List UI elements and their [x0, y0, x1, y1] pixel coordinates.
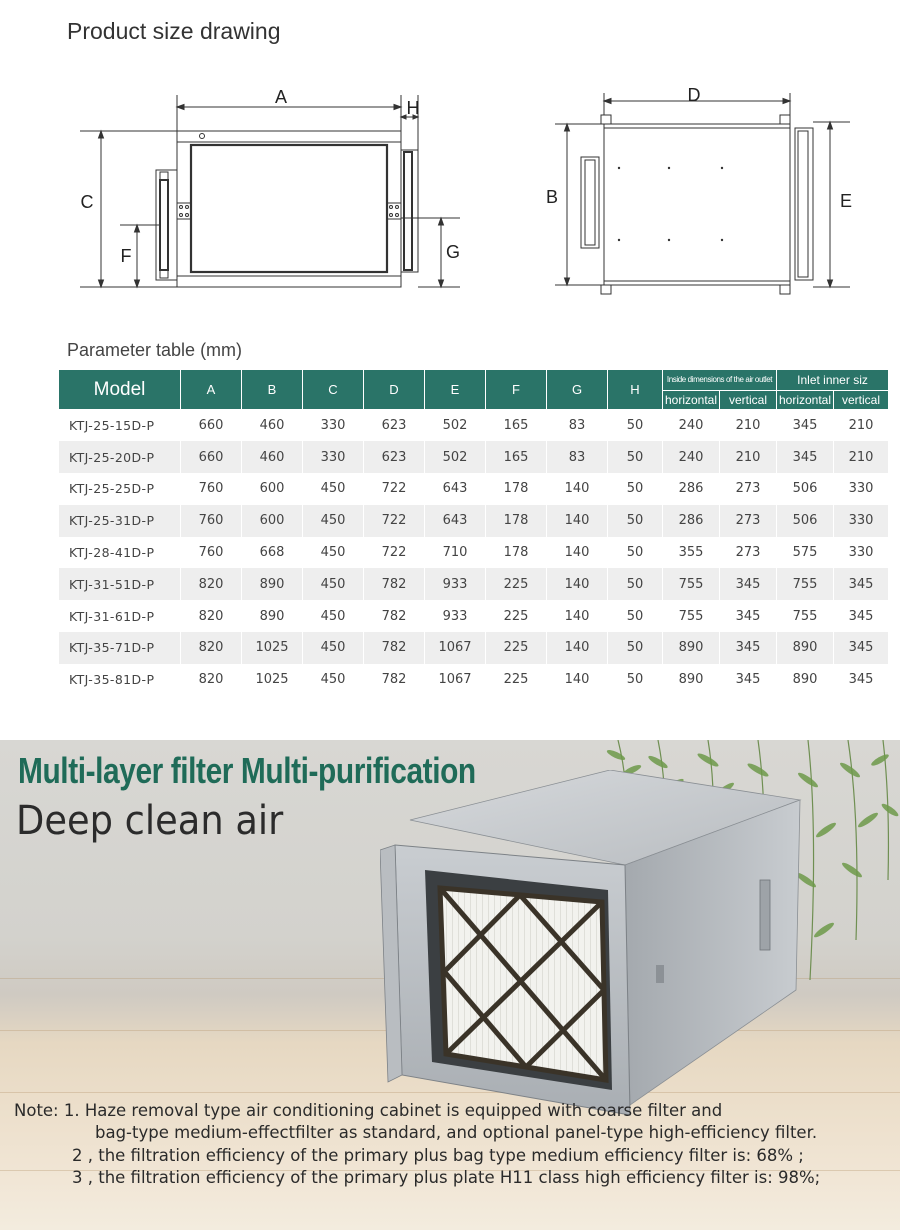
- value-cell: 1067: [425, 632, 486, 664]
- value-cell: 820: [181, 600, 242, 632]
- value-cell: 273: [720, 537, 777, 569]
- header-dim: D: [364, 370, 425, 410]
- note-line: 2 , the filtration efficiency of the primary plus bag type medium efficiency filter is: 68% ;: [72, 1145, 804, 1165]
- value-cell: 330: [834, 537, 889, 569]
- value-cell: 460: [242, 441, 303, 473]
- value-cell: 355: [663, 537, 720, 569]
- value-cell: 623: [364, 410, 425, 442]
- dim-label-b: B: [545, 187, 559, 207]
- value-cell: 273: [720, 473, 777, 505]
- header-dim: E: [425, 370, 486, 410]
- value-cell: 890: [242, 600, 303, 632]
- value-cell: 50: [608, 600, 663, 632]
- value-cell: 450: [303, 473, 364, 505]
- value-cell: 330: [303, 410, 364, 442]
- value-cell: 755: [663, 568, 720, 600]
- value-cell: 225: [486, 632, 547, 664]
- header-dim: G: [547, 370, 608, 410]
- note-line: Note: 1. Haze removal type air conditioning cabinet is equipped with coarse filter and: [14, 1101, 723, 1120]
- cabinet-product-image: [380, 770, 820, 1134]
- value-cell: 933: [425, 568, 486, 600]
- value-cell: 820: [181, 664, 242, 696]
- value-cell: 83: [547, 441, 608, 473]
- table-row: [59, 410, 889, 442]
- table-row: [59, 505, 889, 537]
- header-dim: C: [303, 370, 364, 410]
- value-cell: 140: [547, 568, 608, 600]
- value-cell: 710: [425, 537, 486, 569]
- value-cell: 178: [486, 505, 547, 537]
- value-cell: 722: [364, 505, 425, 537]
- value-cell: 722: [364, 537, 425, 569]
- value-cell: 210: [720, 441, 777, 473]
- value-cell: 225: [486, 600, 547, 632]
- value-cell: 502: [425, 441, 486, 473]
- value-cell: 820: [181, 568, 242, 600]
- dim-label-e: E: [839, 191, 853, 211]
- header-group-outlet: Inside dimensions of the air outlet: [663, 370, 777, 391]
- dim-label-g: G: [445, 242, 461, 262]
- model-cell: KTJ-25-20D-P: [59, 441, 181, 473]
- value-cell: 140: [547, 600, 608, 632]
- banner-headline: Multi-layer filter Multi-purification: [18, 750, 476, 791]
- value-cell: 286: [663, 505, 720, 537]
- value-cell: 890: [663, 664, 720, 696]
- table-row: [59, 600, 889, 632]
- value-cell: 50: [608, 664, 663, 696]
- header-sub: horizontal: [663, 390, 720, 410]
- value-cell: 225: [486, 568, 547, 600]
- value-cell: 782: [364, 632, 425, 664]
- value-cell: 600: [242, 473, 303, 505]
- value-cell: 345: [834, 568, 889, 600]
- model-cell: KTJ-31-51D-P: [59, 568, 181, 600]
- model-cell: KTJ-35-71D-P: [59, 632, 181, 664]
- header-sub: vertical: [720, 390, 777, 410]
- header-group-inlet: Inlet inner siz: [777, 370, 889, 391]
- value-cell: 140: [547, 505, 608, 537]
- value-cell: 600: [242, 505, 303, 537]
- value-cell: 933: [425, 600, 486, 632]
- value-cell: 50: [608, 473, 663, 505]
- value-cell: 330: [303, 441, 364, 473]
- header-dim: A: [181, 370, 242, 410]
- value-cell: 1025: [242, 632, 303, 664]
- table-body: [59, 410, 889, 696]
- front-view-drawing: [540, 80, 860, 304]
- value-cell: 178: [486, 473, 547, 505]
- value-cell: 273: [720, 505, 777, 537]
- value-cell: 890: [242, 568, 303, 600]
- value-cell: 286: [663, 473, 720, 505]
- header-dim: B: [242, 370, 303, 410]
- value-cell: 330: [834, 505, 889, 537]
- value-cell: 506: [777, 505, 834, 537]
- table-row: [59, 664, 889, 696]
- value-cell: 210: [720, 410, 777, 442]
- table-row: [59, 568, 889, 600]
- header-dim: F: [486, 370, 547, 410]
- value-cell: 755: [777, 568, 834, 600]
- value-cell: 450: [303, 600, 364, 632]
- value-cell: 660: [181, 410, 242, 442]
- value-cell: 140: [547, 537, 608, 569]
- value-cell: 722: [364, 473, 425, 505]
- table-row: [59, 473, 889, 505]
- note-line: 3 , the filtration efficiency of the primary plus plate H11 class high efficiency filter is: 98%;: [72, 1167, 821, 1187]
- side-view-drawing: [70, 80, 490, 304]
- value-cell: 330: [834, 473, 889, 505]
- value-cell: 1025: [242, 664, 303, 696]
- value-cell: 760: [181, 537, 242, 569]
- model-cell: KTJ-25-25D-P: [59, 473, 181, 505]
- value-cell: 345: [834, 632, 889, 664]
- value-cell: 450: [303, 632, 364, 664]
- value-cell: 782: [364, 600, 425, 632]
- value-cell: 782: [364, 568, 425, 600]
- value-cell: 506: [777, 473, 834, 505]
- value-cell: 50: [608, 632, 663, 664]
- value-cell: 140: [547, 664, 608, 696]
- value-cell: 660: [181, 441, 242, 473]
- table-row: [59, 632, 889, 664]
- value-cell: 575: [777, 537, 834, 569]
- model-cell: KTJ-28-41D-P: [59, 537, 181, 569]
- model-cell: KTJ-25-31D-P: [59, 505, 181, 537]
- value-cell: 345: [720, 664, 777, 696]
- value-cell: 210: [834, 441, 889, 473]
- value-cell: 643: [425, 505, 486, 537]
- value-cell: 50: [608, 505, 663, 537]
- table-row: [59, 441, 889, 473]
- value-cell: 50: [608, 537, 663, 569]
- parameter-table-title: Parameter table (mm): [67, 340, 243, 360]
- value-cell: 345: [720, 632, 777, 664]
- value-cell: 345: [834, 600, 889, 632]
- value-cell: 345: [834, 664, 889, 696]
- value-cell: 890: [777, 632, 834, 664]
- value-cell: 225: [486, 664, 547, 696]
- value-cell: 50: [608, 568, 663, 600]
- value-cell: 450: [303, 505, 364, 537]
- value-cell: 83: [547, 410, 608, 442]
- value-cell: 890: [663, 632, 720, 664]
- dim-label-c: C: [80, 192, 94, 212]
- value-cell: 820: [181, 632, 242, 664]
- value-cell: 460: [242, 410, 303, 442]
- value-cell: 890: [777, 664, 834, 696]
- header-sub: vertical: [834, 390, 889, 410]
- header-sub: horizontal: [777, 390, 834, 410]
- product-size-drawing-title: Product size drawing: [67, 18, 281, 44]
- note-line: bag-type medium-effectfilter as standard, and optional panel-type high-efficiency filter.: [95, 1123, 818, 1143]
- value-cell: 668: [242, 537, 303, 569]
- value-cell: 140: [547, 473, 608, 505]
- value-cell: 450: [303, 568, 364, 600]
- value-cell: 165: [486, 441, 547, 473]
- table-row: [59, 537, 889, 569]
- value-cell: 178: [486, 537, 547, 569]
- value-cell: 760: [181, 473, 242, 505]
- value-cell: 345: [777, 410, 834, 442]
- value-cell: 760: [181, 505, 242, 537]
- dim-label-a: A: [274, 87, 288, 107]
- model-cell: KTJ-35-81D-P: [59, 664, 181, 696]
- value-cell: 240: [663, 410, 720, 442]
- value-cell: 502: [425, 410, 486, 442]
- value-cell: 450: [303, 537, 364, 569]
- value-cell: 345: [720, 568, 777, 600]
- header-model: Model: [59, 370, 181, 410]
- value-cell: 782: [364, 664, 425, 696]
- model-cell: KTJ-25-15D-P: [59, 410, 181, 442]
- value-cell: 345: [720, 600, 777, 632]
- value-cell: 345: [777, 441, 834, 473]
- parameter-table: [58, 369, 889, 696]
- header-dim: H: [608, 370, 663, 410]
- model-cell: KTJ-31-61D-P: [59, 600, 181, 632]
- value-cell: 623: [364, 441, 425, 473]
- value-cell: 165: [486, 410, 547, 442]
- dim-label-h: H: [406, 98, 420, 118]
- dim-label-f: F: [120, 246, 132, 266]
- banner-subline: Deep clean air: [16, 798, 284, 844]
- note-block: [14, 1100, 894, 1189]
- value-cell: 140: [547, 632, 608, 664]
- value-cell: 1067: [425, 664, 486, 696]
- value-cell: 450: [303, 664, 364, 696]
- dim-label-d: D: [687, 85, 701, 105]
- value-cell: 240: [663, 441, 720, 473]
- value-cell: 50: [608, 410, 663, 442]
- value-cell: 755: [663, 600, 720, 632]
- value-cell: 643: [425, 473, 486, 505]
- value-cell: 210: [834, 410, 889, 442]
- value-cell: 755: [777, 600, 834, 632]
- value-cell: 50: [608, 441, 663, 473]
